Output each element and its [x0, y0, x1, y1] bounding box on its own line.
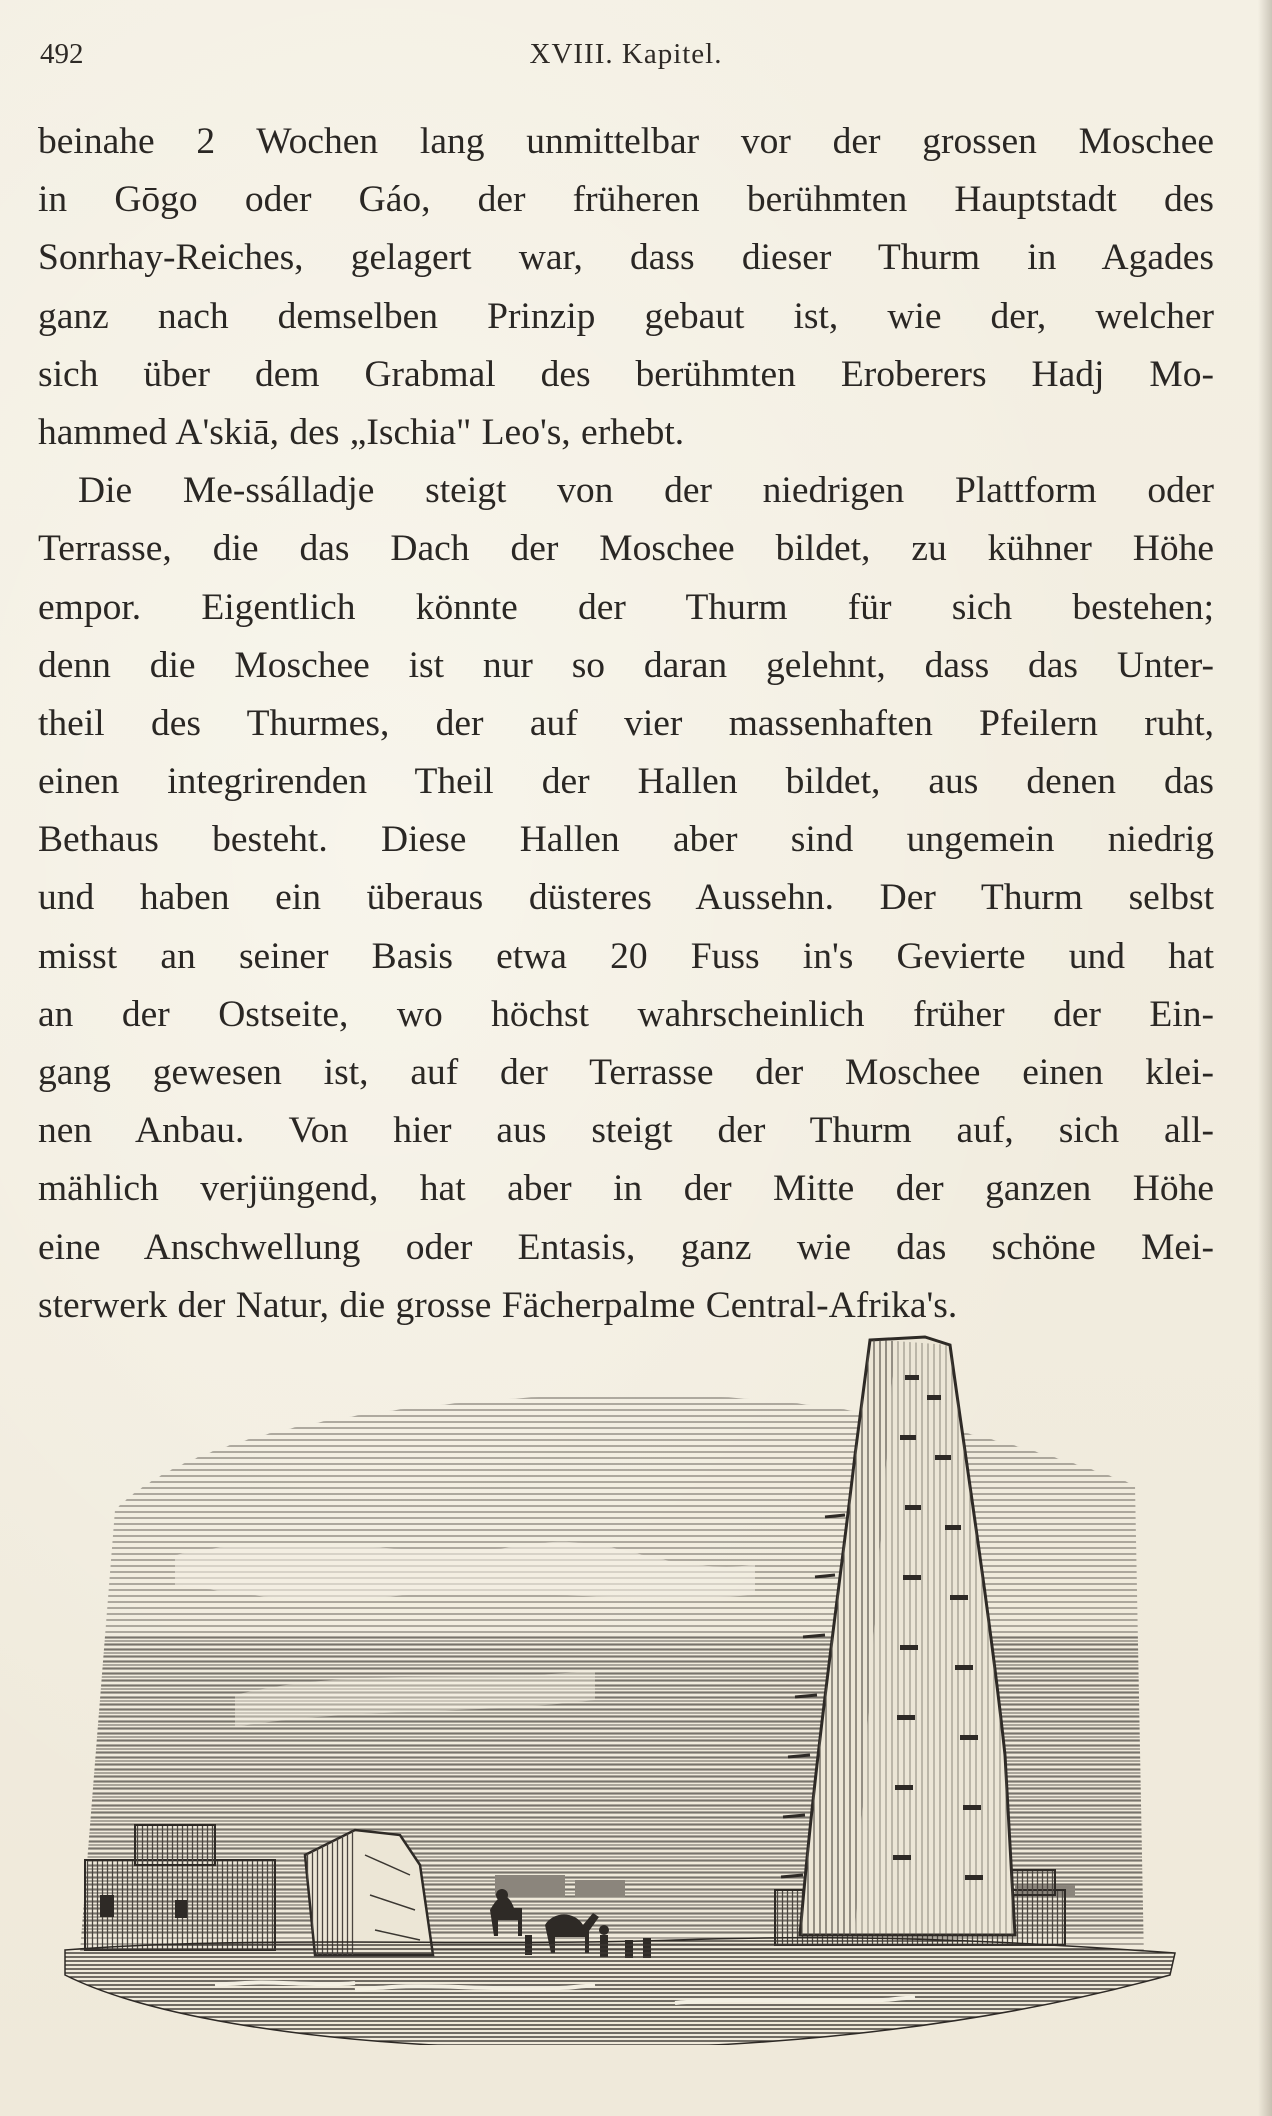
page-spine-shadow [1258, 0, 1272, 2116]
text-line: und haben ein überaus düsteres Aussehn. Der Thurm selbst [38, 877, 1214, 919]
text-line: Bethaus besteht. Diese Hallen aber sind ungemein niedrig [38, 819, 1214, 861]
text-line: in Gōgo oder Gáo, der früheren berühmten Hauptstadt des [38, 179, 1214, 221]
text-line: sich über dem Grabmal des berühmten Eroberers Hadj Mo- [38, 353, 1214, 395]
engraving-tower-illustration [55, 1335, 1185, 2045]
text-line: eine Anschwellung oder Entasis, ganz wie das schöne Mei- [38, 1226, 1214, 1268]
text-line: einen integrirenden Theil der Hallen bildet, aus denen das [38, 761, 1214, 803]
text-line: Sonrhay-Reiches, gelagert war, dass dieser Thurm in Agades [38, 237, 1214, 279]
text-line: Terrasse, die das Dach der Moschee bildet, zu kühner Höhe [38, 528, 1214, 570]
engraving-svg [55, 1335, 1185, 2045]
text-line: empor. Eigentlich könnte der Thurm für sich bestehen; [38, 586, 1214, 628]
text-line: ganz nach demselben Prinzip gebaut ist, wie der, welcher [38, 295, 1214, 337]
page-number: 492 [40, 38, 84, 70]
text-line: mählich verjüngend, hat aber in der Mitte der ganzen Höhe [38, 1168, 1214, 1210]
running-head [38, 38, 1214, 78]
text-line: theil des Thurmes, der auf vier massenhaften Pfeilern ruht, [38, 702, 1214, 744]
text-line: gang gewesen ist, auf der Terrasse der Moschee einen klei- [38, 1052, 1214, 1093]
foreground-ground [65, 1938, 1175, 2045]
text-line: hammed A'skiā, des „Ischia" Leo's, erhebt. [38, 411, 685, 453]
text-line: nen Anbau. Von hier aus steigt der Thurm auf, sich all- [38, 1110, 1214, 1152]
text-line: sterwerk der Natur, die grosse Fächerpalme Central-Afrika's. [38, 1284, 958, 1326]
text-line: denn die Moschee ist nur so daran gelehnt, dass das Unter- [38, 644, 1214, 686]
text-line: an der Ostseite, wo höchst wahrscheinlich früher der Ein- [38, 993, 1214, 1035]
body-text [38, 113, 1214, 1335]
chapter-title: XVIII. Kapitel. [529, 38, 723, 70]
text-line: beinahe 2 Wochen lang unmittelbar vor der grossen Moschee [38, 121, 1214, 162]
text-line: misst an seiner Basis etwa 20 Fuss in's Gevierte und hat [38, 935, 1214, 977]
text-line: Die Me-ssálladje steigt von der niedrigen Plattform oder [78, 470, 1214, 512]
